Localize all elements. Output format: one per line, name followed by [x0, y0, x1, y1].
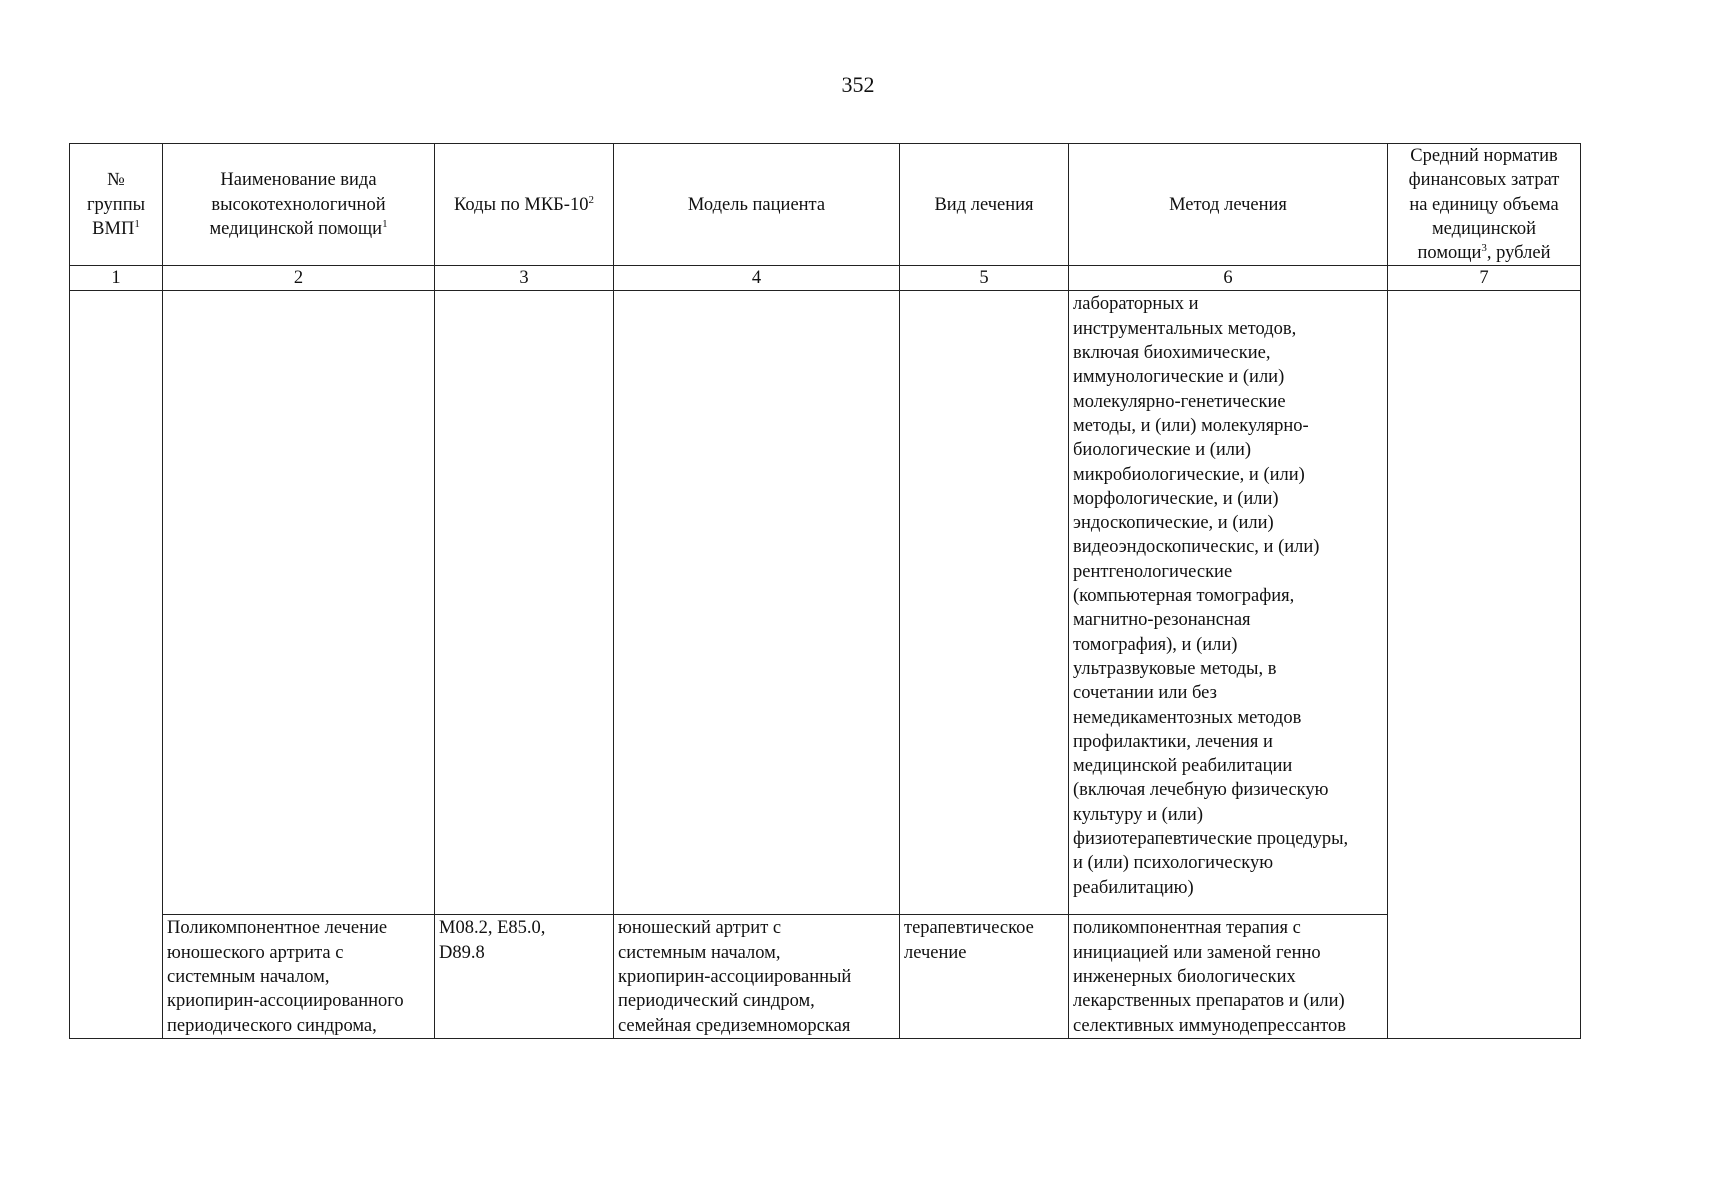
patient-model-cell [614, 291, 900, 915]
header-icd-codes: Коды по МКБ-$10^2$ [435, 144, 614, 266]
column-number: 7 [1388, 266, 1581, 291]
page-number: 352 [841, 72, 875, 97]
cost-standard-cell [1388, 915, 1581, 1038]
header-care-type-name: Наименование вида высокотехнологичной медицинской помощи$^1$ [163, 144, 435, 266]
treatment-method-cell: поликомпонентная терапия с инициацией или заменой генно инженерных биологических лекарственных препаратов и (или) селективных иммунодепрессантов [1069, 915, 1388, 1038]
treatment-method-cell: лабораторных и инструментальных методов, включая биохимические, иммунологические и (или) молекулярно-генетические методы, и (или) молекулярно- биологические и (или) микробиологические, и (или) морфологические, и (или) эндоскопические, и (или) видеоэндоскопическис, и (или) рентгенологические (компьютерная томография, магнитно-резонансная томография), и (или) ультразвуковые методы, в сочетании или без немедикаментозных методов профилактики, лечения и медицинской реабилитации (включая лечебную физическую культуру и (или) физиотерапевтические процедуры, и (или) психологическую реабилитацию) [1069, 291, 1388, 915]
column-number: 2 [163, 266, 435, 291]
icd-codes-cell: M08.2, E85.0, D89.8 [435, 915, 614, 1038]
column-number: 6 [1069, 266, 1388, 291]
patient-model-cell: юношеский артрит с системным началом, криопирин-ассоциированный периодический синдром, семейная средиземноморская [614, 915, 900, 1038]
column-number-row [70, 266, 1581, 291]
treatment-type-cell: терапевтическое лечение [900, 915, 1069, 1038]
cost-standard-cell [1388, 291, 1581, 915]
treatment-type-cell [900, 291, 1069, 915]
icd-codes-cell [435, 291, 614, 915]
column-number: 3 [435, 266, 614, 291]
footnote-mark: 2 [588, 193, 594, 206]
care-type-name-cell: Поликомпонентное лечение юношеского артрита с системным началом, криопирин-ассоциированного периодического синдрома, [163, 915, 435, 1038]
footnote-mark: 1 [134, 217, 140, 230]
header-group-number: № группы ВМП$^1$ [70, 144, 163, 266]
column-number: 5 [900, 266, 1069, 291]
vmp-table [69, 143, 1581, 1039]
group-number-cell [70, 291, 163, 1038]
header-patient-model: Модель пациента [614, 144, 900, 266]
footnote-mark: 3 [1481, 242, 1487, 255]
footnote-mark: 1 [382, 217, 388, 230]
column-number: 4 [614, 266, 900, 291]
table-row [70, 915, 1581, 1038]
table-row [70, 291, 1581, 915]
header-cost-standard: Средний норматив финансовых затрат на единицу объема медицинской помощи$^3$, рублей [1388, 144, 1581, 266]
care-type-name-cell [163, 291, 435, 915]
table-header-row [70, 144, 1581, 266]
header-treatment-type: Вид лечения [900, 144, 1069, 266]
header-treatment-method: Метод лечения [1069, 144, 1388, 266]
column-number: 1 [70, 266, 163, 291]
